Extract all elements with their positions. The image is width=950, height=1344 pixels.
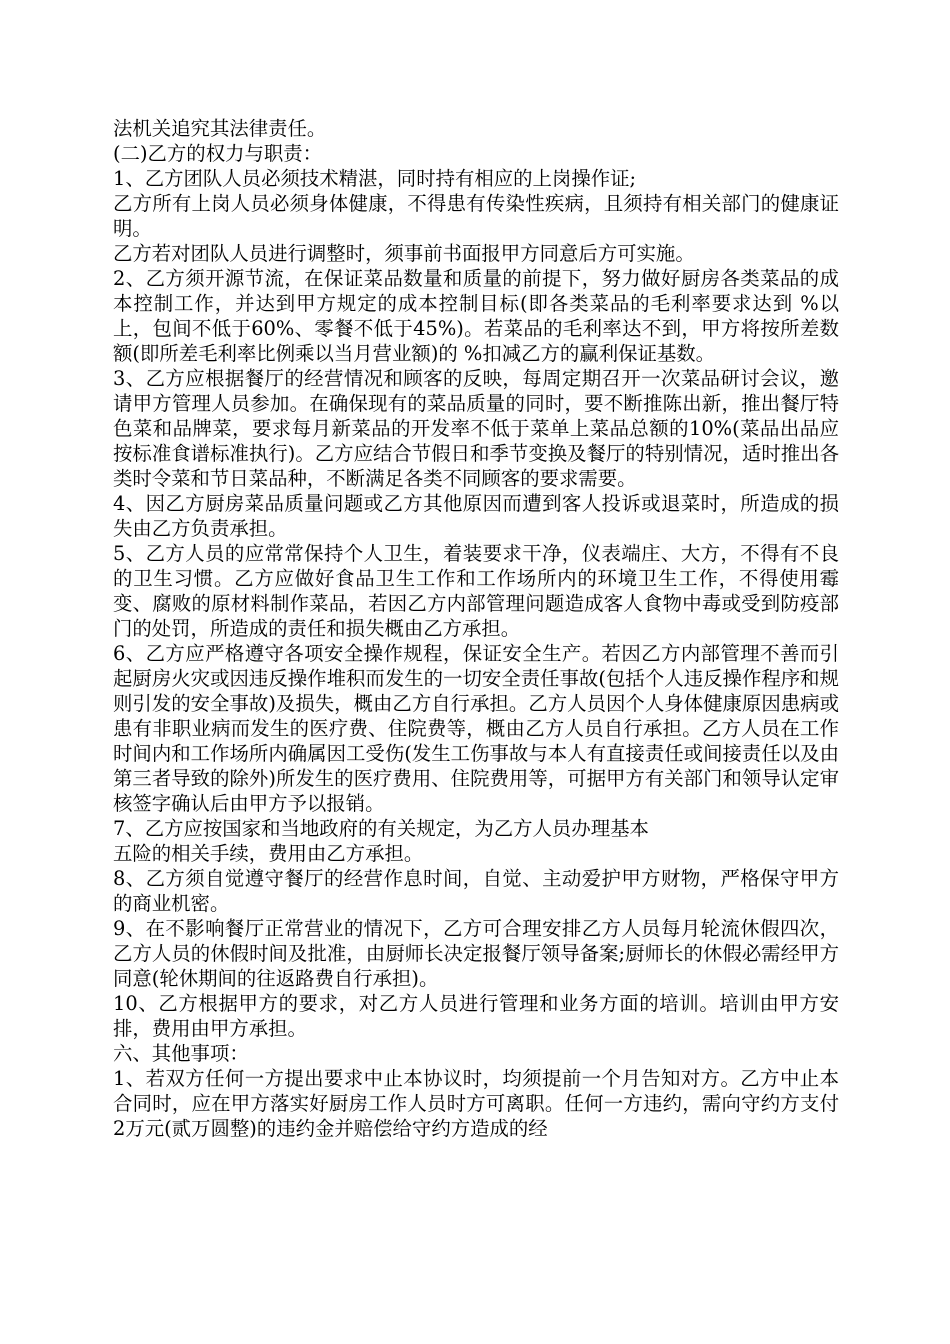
clause-5-hygiene: 5、乙方人员的应常常保持个人卫生，着装要求干净，仪表端庄、大方，不得有不良的卫生习惯。乙方应做好食品卫生工作和工作场所内的环境卫生工作，不得使用霉变、腐败的原材料制作菜品，若因乙方内部管理问题造成客人食物中毒或受到防疫部门的处罚，所造成的责任和损失概由乙方承担。 (113, 542, 839, 640)
other-clause-1-termination: 1、若双方任何一方提出要求中止本协议时，均须提前一个月告知对方。乙方中止本合同时，应在甲方落实好厨房工作人员时方可离职。任何一方违约，需向守约方支付2万元(贰万圆整)的违约金并赔偿给守约方造成的经 (113, 1067, 839, 1140)
clause-7-insurance: 7、乙方应按国家和当地政府的有关规定，为乙方人员办理基本 (113, 817, 649, 840)
clause-10-training: 10、乙方根据甲方的要求，对乙方人员进行管理和业务方面的培训。培训由甲方安排，费用由甲方承担。 (113, 992, 839, 1040)
clause-1-team-skills: 1、乙方团队人员必须技术精湛，同时持有相应的上岗操作证; (113, 167, 637, 190)
clause-7-insurance-continued: 五险的相关手续，费用由乙方承担。 (113, 842, 424, 865)
paragraph-health-certificate: 乙方所有上岗人员必须身体健康，不得患有传染性疾病，且须持有相关部门的健康证明。 (113, 192, 839, 240)
paragraph-legal-liability: 法机关追究其法律责任。 (113, 117, 327, 140)
paragraph-team-adjustment: 乙方若对团队人员进行调整时，须事前书面报甲方同意后方可实施。 (113, 242, 695, 265)
clause-6-safety: 6、乙方应严格遵守各项安全操作规程，保证安全生产。若因乙方内部管理不善而引起厨房火灾或因违反操作堆积而发生的一切安全责任事故(包括个人违反操作程序和规则引发的安全事故)及损失，概由乙方自行承担。乙方人员因个人身体健康原因患病或患有非职业病而发生的医疗费、住院费等，概由乙方人员自行承担。乙方人员在工作时间内和工作场所内确属因工受伤(发生工伤事故与本人有直接责任或间接责任以及由第三者导致的除外)所发生的医疗费用、住院费用等，可据甲方有关部门和领导认定审核签字确认后由甲方予以报销。 (113, 642, 839, 815)
document-body (113, 116, 839, 1141)
clause-8-working-hours: 8、乙方须自觉遵守餐厅的经营作息时间，自觉、主动爱护甲方财物，严格保守甲方的商业机密。 (113, 867, 839, 915)
section-heading-other-matters: 六、其他事项： (113, 1042, 249, 1065)
section-heading-party-b-rights: (二)乙方的权力与职责： (113, 142, 323, 165)
clause-9-leave: 9、在不影响餐厅正常营业的情况下，乙方可合理安排乙方人员每月轮流休假四次，乙方人员的休假时间及批准，由厨师长决定报餐厅领导备案;厨师长的休假必需经甲方同意(轮休期间的往返路费自行承担)。 (113, 917, 839, 990)
clause-2-cost-control: 2、乙方须开源节流，在保证菜品数量和质量的前提下，努力做好厨房各类菜品的成本控制工作，并达到甲方规定的成本控制目标(即各类菜品的毛利率要求达到 %以上，包间不低于60%、零餐不低于45%)。若菜品的毛利率达不到，甲方将按所差数额(即所差毛利率比例乘以当月营业额)的 %扣减乙方的赢利保证基数。 (113, 267, 839, 365)
clause-4-complaint-losses: 4、因乙方厨房菜品质量问题或乙方其他原因而遭到客人投诉或退菜时，所造成的损失由乙方负责承担。 (113, 492, 839, 540)
clause-3-menu-development: 3、乙方应根据餐厅的经营情况和顾客的反映，每周定期召开一次菜品研讨会议，邀请甲方管理人员参加。在确保现有的菜品质量的同时，要不断推陈出新，推出餐厅特色菜和品牌菜，要求每月新菜品的开发率不低于菜单上菜品总额的10%(菜品出品应按标准食谱标准执行)。乙方应结合节假日和季节变换及餐厅的特别情况，适时推出各类时令菜和节日菜品种，不断满足各类不同顾客的要求需要。 (113, 367, 839, 490)
